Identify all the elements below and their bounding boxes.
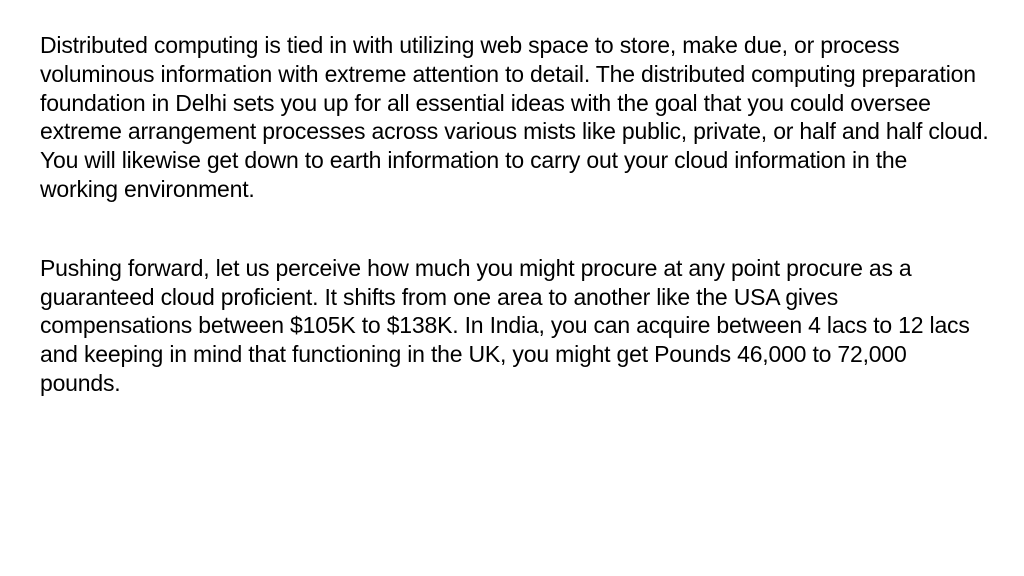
paragraph-cloud-training: Distributed computing is tied in with utilizing web space to store, make due, or process voluminous information with extreme attention to detail. The distributed computing preparation foundation in Delhi sets you up for all essential ideas with the goal that you could oversee extreme arrangement processes across various mists like public, private, or half and half cloud. You will likewise get down to earth information to carry out your cloud information in the working environment. (40, 32, 989, 202)
text-body (40, 31, 990, 448)
paragraph-salary: Pushing forward, let us perceive how much you might procure at any point procure as a guaranteed cloud proficient. It shifts from one area to another like the USA gives compensations between $105K to $138K. In India, you can acquire between 4 lacs to 12 lacs and keeping in mind that functioning in the UK, you might get Pounds 46,000 to 72,000 pounds. (40, 254, 970, 396)
